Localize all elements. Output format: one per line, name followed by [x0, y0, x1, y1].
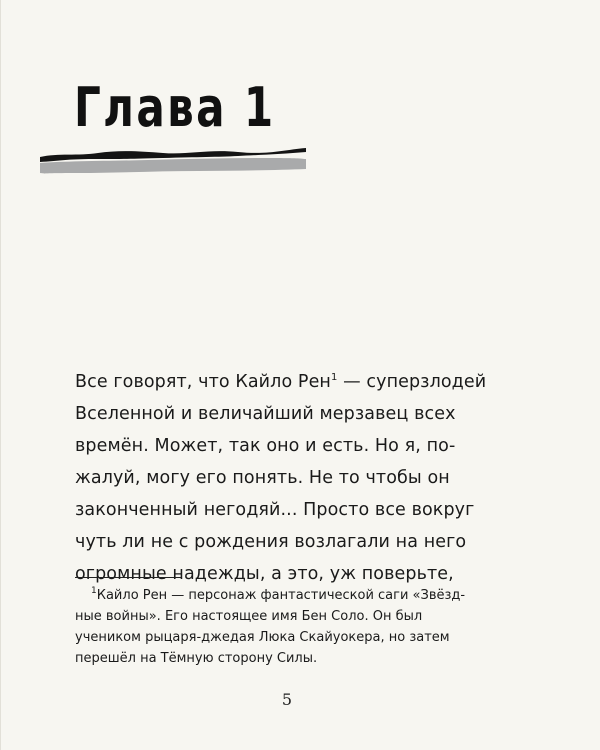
- body-line: времён. Может, так оно и есть. Но я, по-: [75, 436, 456, 456]
- body-line: чуть ли не с рождения возлагали на него: [75, 532, 467, 552]
- footnote-line: перешёл на Тёмную сторону Силы.: [75, 651, 318, 666]
- title-underline: [38, 140, 310, 178]
- chapter-title: Глава 1: [74, 76, 276, 139]
- page-number: 5: [281, 690, 293, 709]
- title-underline-grey-stroke: [40, 158, 306, 173]
- body-line: жалуй, могу его понять. Не то чтобы он: [75, 468, 450, 488]
- body-line: огромные надежды, а это, уж поверьте,: [75, 564, 454, 584]
- footnote-marker: 1: [91, 586, 97, 596]
- footnote-line: ные войны». Его настоящее имя Бен Соло. Он был: [75, 609, 423, 624]
- footnote-line: учеником рыцаря-джедая Люка Скайуокера, но затем: [75, 630, 450, 645]
- footnote-line: [75, 585, 545, 606]
- body-line: [75, 366, 535, 398]
- footnote-reference[interactable]: 1: [330, 372, 338, 383]
- footnote: [75, 585, 545, 669]
- body-line: законченный негодяй... Просто все вокруг: [75, 500, 475, 520]
- body-text: [75, 366, 535, 590]
- footnote-line-text: Кайло Рен — персонаж фантастической саги «Звёзд-: [96, 588, 466, 603]
- footnote-separator: [75, 577, 181, 578]
- body-line: Вселенной и величайший мерзавец всех: [75, 404, 456, 424]
- body-line-text: — суперзлодей: [343, 372, 487, 392]
- body-line-text: Все говорят, что Кайло Рен: [75, 372, 331, 392]
